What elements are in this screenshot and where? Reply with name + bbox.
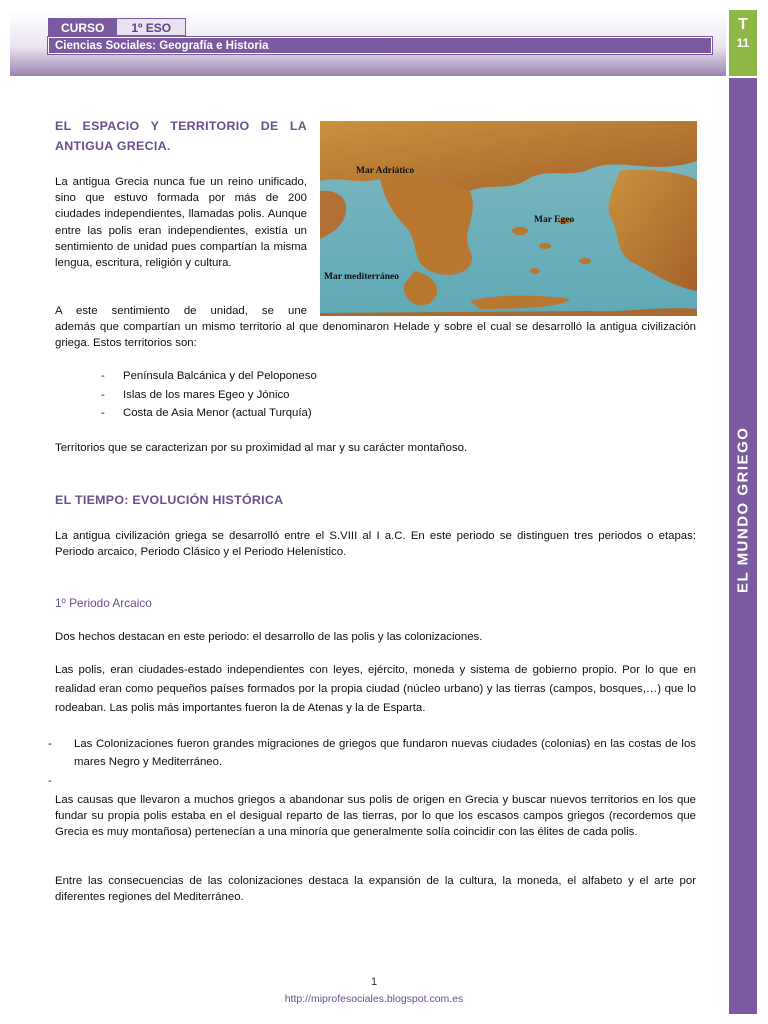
consequences-paragraph: Entre las consecuencias de las colonizaciones destaca la expansión de la cultura, la moneda, el alfabeto y el arte por diferentes regiones del Mediterráneo. bbox=[55, 875, 696, 904]
archaic-heading: 1º Periodo Arcaico bbox=[55, 596, 152, 610]
dash-marker: - bbox=[48, 738, 52, 750]
archaic-paragraph-1: Dos hechos destacan en este periodo: el desarrollo de las polis y las colonizaciones. bbox=[55, 631, 483, 643]
list-item: - Islas de los mares Egeo y Jónico bbox=[101, 388, 290, 401]
archaic-p2-block bbox=[55, 661, 696, 719]
topic-badge bbox=[729, 10, 757, 76]
list-item: - Costa de Asia Menor (actual Turquía) bbox=[101, 407, 312, 419]
archaic-p1-block bbox=[55, 629, 696, 645]
time-intro: La antigua civilización griega se desarrolló entre el S.VIII al I a.C. En este periodo se distinguen tres periodos o etapas: Periodo arcaico, Periodo Clásico y el Periodo Helenístico. bbox=[55, 530, 696, 559]
intro-paragraph: La antigua Grecia nunca fue un reino unificado, sino que estuvo formada por más de 200 ciudades independientes, llamadas polis. Aunque entre las polis eran independientes, existía un sentimiento de unidad pues compartían la misma lengua, escritura, religión y cultura. bbox=[55, 176, 307, 270]
territories-closing bbox=[55, 440, 696, 456]
section-heading-time: EL TIEMPO: EVOLUCIÓN HISTÓRICA bbox=[55, 493, 284, 507]
section-heading-space: EL ESPACIO Y TERRITORIO DE LA ANTIGUA GRECIA. bbox=[55, 119, 307, 153]
territories-list bbox=[55, 367, 696, 423]
topic-letter: T bbox=[738, 16, 748, 33]
greece-map bbox=[320, 121, 697, 316]
archaic-heading-block bbox=[55, 595, 696, 611]
causes-block bbox=[55, 792, 696, 841]
map-label-mediterranean: Mar mediterráneo bbox=[324, 272, 400, 282]
map-image bbox=[320, 121, 697, 316]
causes-paragraph: Las causas que llevaron a muchos griegos a abandonar sus polis de origen en Grecia y buscar nuevos territorios en los que fundar su propia polis estaba en el desigual reparto de las tierras, por lo que los escasos campos griegos (recordemos que Grecia es muy montañosa) pertenecían a una minoría que generalmente solía coincidir con las élites de cada polis. bbox=[55, 794, 696, 839]
topic-number: 11 bbox=[736, 36, 750, 50]
unity-start: A este sentimiento de unidad, se une bbox=[55, 305, 307, 317]
subject-title: Ciencias Sociales: Geografía e Historia bbox=[48, 37, 712, 54]
colonization-block bbox=[48, 735, 696, 787]
consequences-block bbox=[55, 873, 696, 905]
sidebar-title: EL MUNDO GRIEGO bbox=[734, 426, 752, 594]
footer-link[interactable]: http://miprofesociales.blogspot.com.es bbox=[284, 993, 464, 1005]
course-value: 1º ESO bbox=[117, 18, 186, 36]
unity-block bbox=[55, 303, 696, 352]
colonization-paragraph: Las Colonizaciones fueron grandes migraciones de griegos que fundaron nuevas ciudades (colonias) en las costas de los mares Negro y Mediterráneo. bbox=[74, 738, 696, 768]
list-item: - Península Balcánica y del Peloponeso bbox=[101, 370, 317, 382]
unity-rest: además que compartían un mismo territorio al que denominaron Helade y sobre el cual se desarrolló la antigua civilización griega. Estos territorios son: bbox=[55, 321, 696, 350]
section-heading-time-block bbox=[55, 492, 696, 508]
map-label-adriatic: Mar Adriático bbox=[356, 166, 415, 176]
intro-column bbox=[55, 116, 307, 271]
page-number: 1 bbox=[370, 976, 378, 988]
map-label-aegean: Mar Egeo bbox=[534, 215, 575, 225]
closing-paragraph: Territorios que se caracterizan por su proximidad al mar y su carácter montañoso. bbox=[55, 442, 468, 454]
course-row bbox=[48, 18, 186, 36]
archaic-paragraph-2: Las polis, eran ciudades-estado independientes con leyes, ejército, moneda y sistema de gobierno propio. Por lo que en realidad eran como pequeños países formados por la propia ciudad (núcleo urbano) y las tierras (campos, bosques,…) que lo rodeaban. Las polis más importantes fueron la de Atenas y la de Esparta. bbox=[55, 664, 696, 715]
dash-marker: - bbox=[48, 775, 52, 787]
time-intro-block bbox=[55, 528, 696, 560]
course-label: CURSO bbox=[48, 18, 117, 36]
